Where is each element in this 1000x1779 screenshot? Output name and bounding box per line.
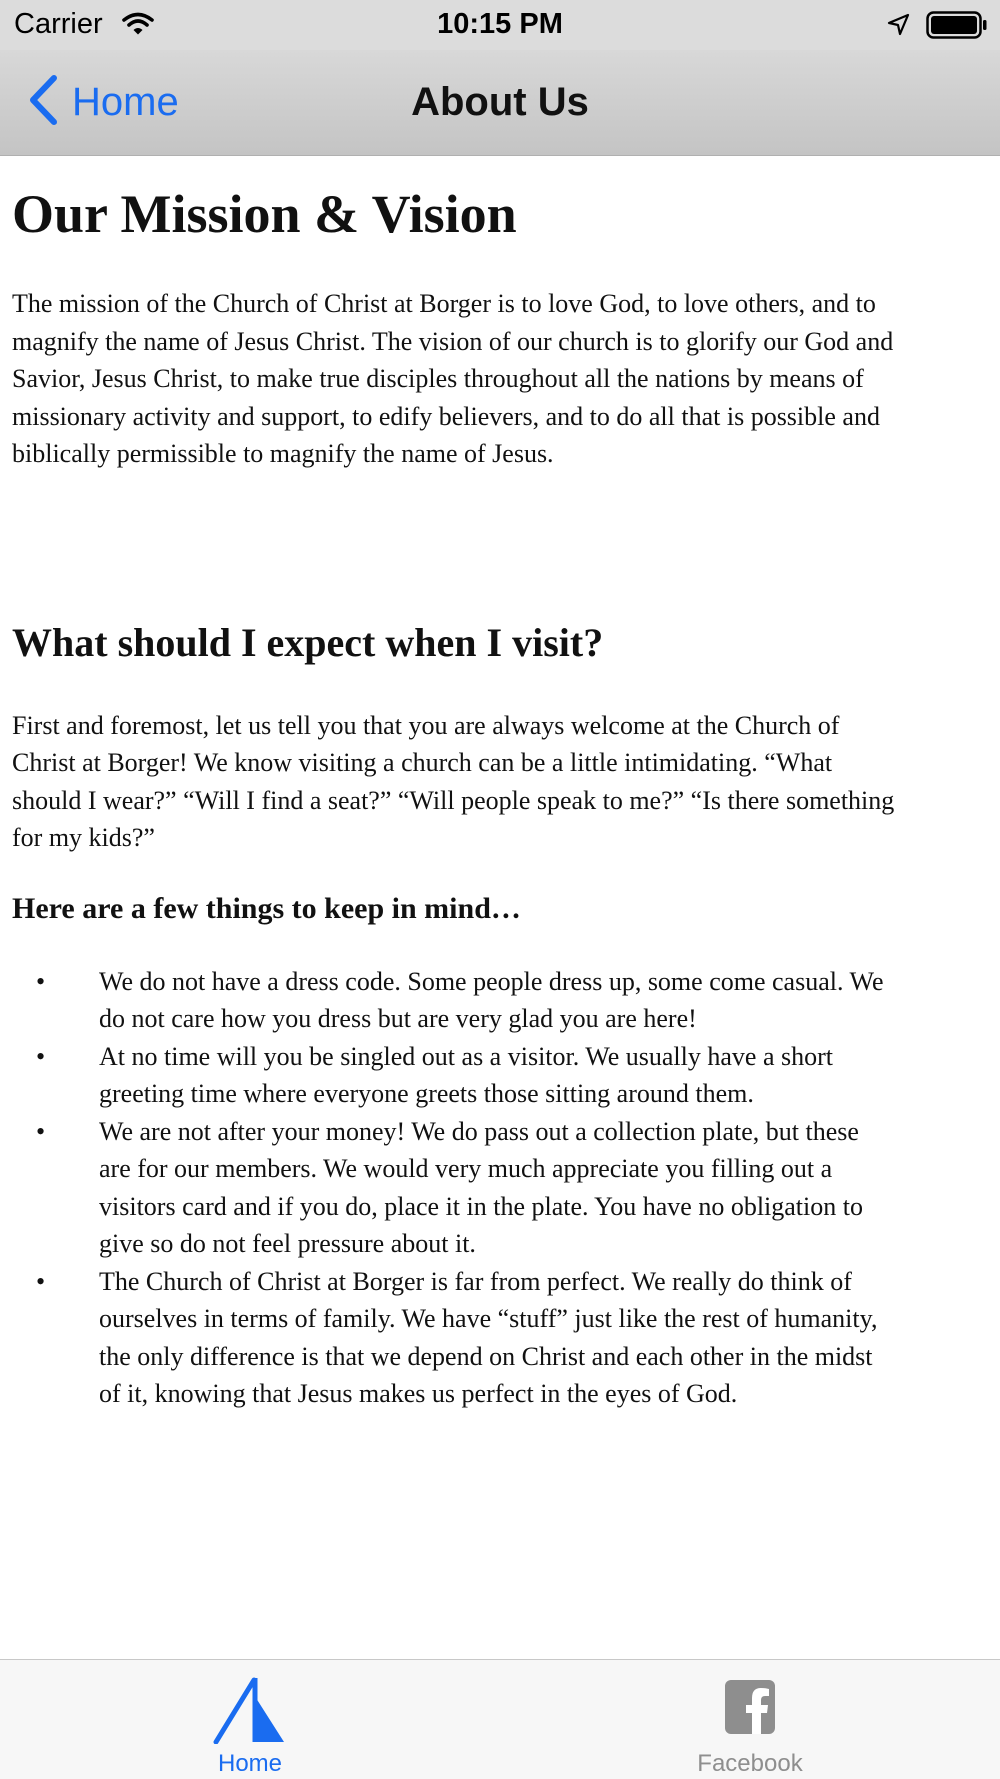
list-item [12, 1113, 897, 1263]
battery-icon [926, 11, 988, 47]
mission-heading: Our Mission & Vision [12, 184, 517, 244]
list-item-text: At no time will you be singled out as a visitor. We usually have a short greeting time where everyone greets those sitting around them. [99, 1041, 833, 1109]
about-content [12, 155, 897, 1413]
navigation-bar [0, 50, 1000, 156]
visitor-tips-list [12, 963, 897, 1413]
list-item [12, 1263, 897, 1413]
location-arrow-icon [886, 12, 910, 45]
status-bar [0, 0, 1000, 50]
list-item [12, 963, 897, 1038]
bullet-icon: • [36, 1116, 46, 1146]
bullet-icon: • [36, 966, 46, 996]
mission-paragraph: The mission of the Church of Christ at Borger is to love God, to love others, and to magnify the name of Jesus Christ. The vision of our church is to glorify our God and Savior, Jesus Christ, to make true disciples throughout all the nations by means of missionary activity and support, to edify believers, and to do all that is possible and biblically permissible to magnify the name of Jesus. [12, 289, 894, 469]
list-item-text: We are not after your money! We do pass out a collection plate, but these are for our members. We would very much appreciate you filling out a visitors card and if you do, place it in the plate. You have no obligation to give so do not feel pressure about it. [99, 1116, 863, 1259]
home-logo-icon [212, 1670, 288, 1749]
bullet-icon: • [36, 1041, 46, 1071]
tab-facebook[interactable] [500, 1660, 1000, 1779]
visit-heading: What should I expect when I visit? [12, 619, 604, 665]
list-item-text: The Church of Christ at Borger is far from perfect. We really do think of ourselves in terms of family. We have “stuff” just like the rest of humanity, the only difference is that we depend on Christ and each other in the midst of it, knowing that Jesus makes us perfect in the eyes of God. [99, 1266, 878, 1409]
carrier-label: Carrier [14, 8, 103, 40]
tab-facebook-label: Facebook [697, 1750, 803, 1777]
facebook-icon [725, 1680, 775, 1739]
tab-bar [0, 1659, 1000, 1779]
status-time: 10:15 PM [437, 8, 563, 40]
bullet-icon: • [36, 1266, 46, 1296]
page-title: About Us [411, 80, 589, 124]
visit-paragraph: First and foremost, let us tell you that you are always welcome at the Church of Christ at Borger! We know visiting a church can be a little intimidating. “What should I wear?” “Will I find a seat?” “Will people speak to me?” “Is there something for my kids?” [12, 710, 895, 853]
tab-home-label: Home [217, 1750, 283, 1777]
keep-in-mind-heading: Here are a few things to keep in mind… [12, 891, 521, 925]
list-item-text: We do not have a dress code. Some people dress up, some come casual. We do not care how you dress but are very glad you are here! [99, 966, 884, 1034]
list-item [12, 1038, 897, 1113]
back-button-label: Home [72, 79, 179, 124]
tab-home[interactable] [0, 1660, 500, 1779]
